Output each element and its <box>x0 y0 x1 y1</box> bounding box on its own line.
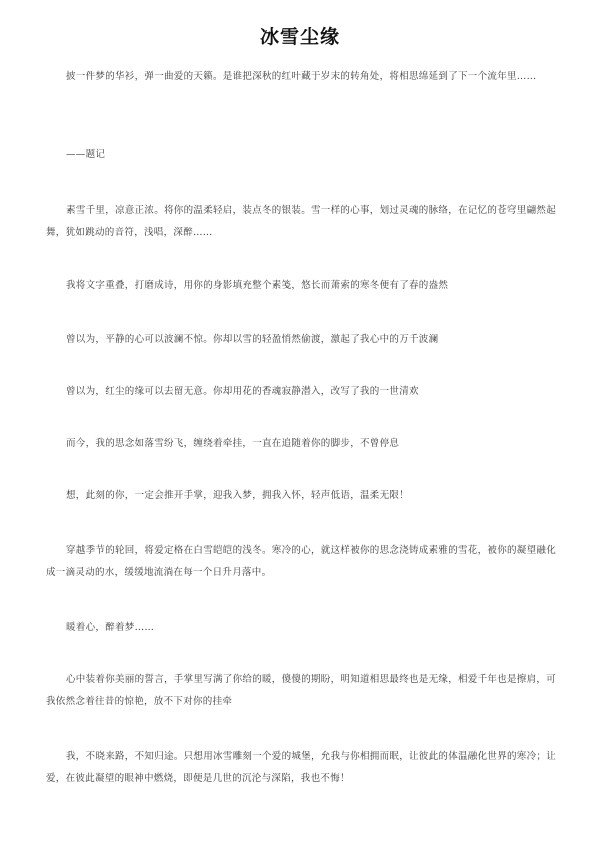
paragraph-11: 我，不晓来路，不知归途。只想用冰雪雕刻一个爱的城堡，允我与你相拥而眠，让彼此的体温融化世界的寒冷；让爱，在彼此凝望的眼神中燃烧，即便是几世的沉沦与深陷，我也不悔！ <box>46 751 557 784</box>
paragraph-epigraph: ——题记 <box>66 149 106 160</box>
paragraph-5: 曾以为，红尘的缘可以去留无意。你却用花的香魂寂静潜入，改写了我的一世清欢 <box>66 386 419 397</box>
paragraph-4: 曾以为，平静的心可以波澜不惊。你却以雪的轻盈悄然偷渡，激起了我心中的万千波澜 <box>66 334 439 345</box>
paragraph-8: 穿越季节的轮回，将爱定格在白雪皑皑的浅冬。寒冷的心，就这样被你的思念浇铸成素雅的雪花，被你的凝望融化成一滴灵动的水，缓缓地流淌在每一个日升月落中。 <box>46 545 557 578</box>
paragraph-6: 而今，我的思念如落雪纷飞，缠绕着牵挂，一直在追随着你的脚步，不曾停息 <box>66 438 400 449</box>
paragraph-9: 暖着心，醉着梦…… <box>66 622 155 633</box>
paragraph-10: 心中装着你美丽的誓言，手掌里写满了你给的暖，傻傻的期盼，明知道相思最终也是无缘，相爱千年也是擦肩，可我依然念着往昔的惊艳，放不下对你的挂牵 <box>46 674 557 707</box>
paragraph-1: 披一件梦的华衫，弹一曲爱的天籁。是谁把深秋的红叶藏于岁末的转角处，将相思绵延到了下一个流年里…… <box>66 71 537 82</box>
paragraph-2: 素雪千里，凉意正浓。将你的温柔轻启，装点冬的银装。雪一样的心事，划过灵魂的脉络，在记忆的苍穹里翩然起舞，犹如跳动的音符，浅唱，深醉…… <box>46 205 557 238</box>
paragraph-7: 想，此刻的你，一定会推开手掌，迎我入梦，拥我入怀，轻声低语，温柔无限！ <box>66 490 410 501</box>
document-title: 冰雪尘缘 <box>259 26 340 48</box>
paragraph-3: 我将文字重叠，打磨成诗，用你的身影填充整个素笺，悠长而萧索的寒冬便有了春的盎然 <box>66 280 449 291</box>
